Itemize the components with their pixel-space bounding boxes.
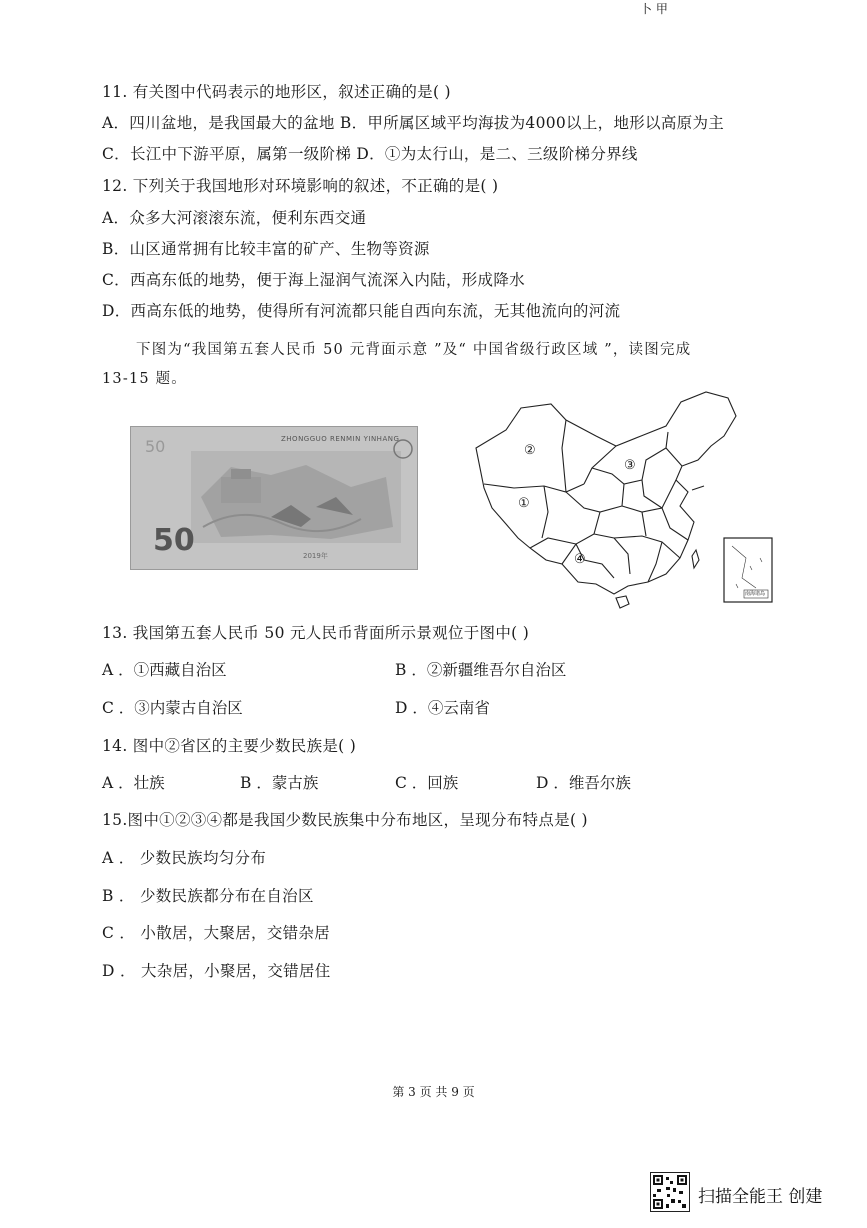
banknote-top-text: ZHONGGUO RENMIN YINHANG bbox=[281, 435, 400, 443]
q13-option-a: A ．①西藏自治区 bbox=[102, 661, 227, 679]
q15-option-b: B ． 少数民族都分布在自治区 bbox=[102, 887, 314, 905]
banknote-corner-value: 50 bbox=[145, 437, 166, 456]
scanner-stamp bbox=[650, 1172, 860, 1216]
page-number: 第 3 页 共 9 页 bbox=[392, 1085, 475, 1099]
scanner-stamp-text: 扫描全能王 创建 bbox=[698, 1187, 823, 1207]
q14-option-c: C ．回族 bbox=[395, 774, 459, 792]
q12-option-d: D．西高东低的地势，使得所有河流都只能自西向东流，无其他流向的河流 bbox=[102, 302, 621, 320]
q15-option-c: C ． 小散居，大聚居，交错杂居 bbox=[102, 924, 331, 942]
banknote-image bbox=[130, 426, 418, 570]
q13-option-c: C ．③内蒙古自治区 bbox=[102, 699, 243, 717]
q15-option-d: D ． 大杂居，小聚居，交错居住 bbox=[102, 962, 331, 980]
figure-intro-line2: 13-15 题。 bbox=[102, 371, 188, 387]
q11-options-ab: A．四川盆地，是我国最大的盆地 B．甲所属区域平均海拔为4000以上，地形以高原为主 bbox=[102, 114, 725, 132]
q13-option-d: D ．④云南省 bbox=[395, 699, 490, 717]
header-mark: 卜 甲 bbox=[640, 2, 668, 16]
q11-stem: 11. 有关图中代码表示的地形区，叙述正确的是( ) bbox=[102, 83, 451, 101]
figure-intro-line1: 下图为“我国第五套人民币 50 元背面示意 ”及“ 中国省级行政区域 ”，读图完成 bbox=[136, 342, 692, 358]
map-marker-2: ② bbox=[524, 443, 536, 458]
banknote-value: 50 bbox=[153, 523, 195, 558]
q14-option-a: A ．壮族 bbox=[102, 774, 165, 792]
q12-option-b: B．山区通常拥有比较丰富的矿产、生物等资源 bbox=[102, 240, 430, 258]
q13-option-b: B ．②新疆维吾尔自治区 bbox=[395, 661, 567, 679]
q15-stem: 15.图中①②③④都是我国少数民族集中分布地区，呈现分布特点是( ) bbox=[102, 811, 588, 829]
q13-stem: 13. 我国第五套人民币 50 元人民币背面所示景观位于图中( ) bbox=[102, 624, 530, 642]
q12-stem: 12. 下列关于我国地形对环境影响的叙述，不正确的是( ) bbox=[102, 177, 499, 195]
china-map-drawing bbox=[466, 388, 786, 618]
q12-option-a: A．众多大河滚滚东流，便利东西交通 bbox=[102, 209, 367, 227]
q14-stem: 14. 图中②省区的主要少数民族是( ) bbox=[102, 737, 357, 755]
map-inset-label: 南海诸岛 bbox=[745, 591, 766, 597]
q11-options-cd: C．长江中下游平原，属第一级阶梯 D．①为太行山，是二、三级阶梯分界线 bbox=[102, 145, 638, 163]
banknote-year: 2019年 bbox=[303, 552, 328, 560]
q15-option-a: A ． 少数民族均匀分布 bbox=[102, 849, 267, 867]
q12-option-c: C．西高东低的地势，便于海上湿润气流深入内陆，形成降水 bbox=[102, 271, 525, 289]
q14-option-b: B ．蒙古族 bbox=[240, 774, 319, 792]
china-province-map bbox=[466, 388, 786, 618]
qr-code-icon bbox=[650, 1172, 690, 1212]
map-marker-3: ③ bbox=[624, 458, 636, 473]
map-marker-4: ④ bbox=[574, 552, 586, 567]
map-marker-1: ① bbox=[518, 496, 530, 511]
q14-option-d: D ．维吾尔族 bbox=[536, 774, 631, 792]
